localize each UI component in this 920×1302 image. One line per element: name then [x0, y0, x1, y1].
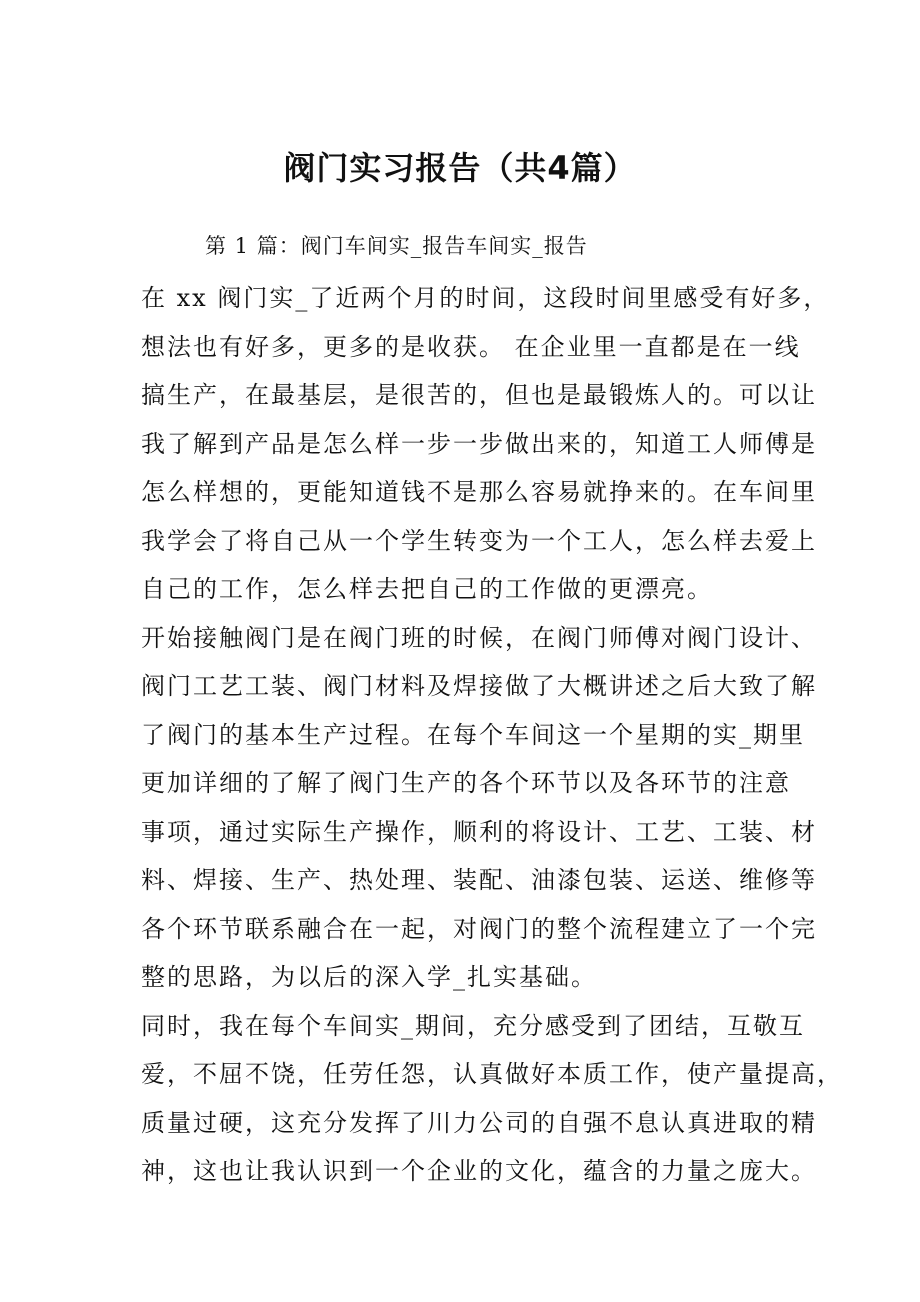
body-line: 质量过硬，这充分发挥了川力公司的自强不息认真进取的精	[141, 1108, 817, 1137]
document-body	[141, 274, 843, 1196]
body-line: 更加详细的了解了阀门生产的各个环节以及各环节的注意	[141, 769, 791, 797]
body-line: 自己的工作，怎么样去把自己的工作做的更漂亮。	[141, 575, 713, 603]
body-line: 料、焊接、生产、热处理、装配、油漆包装、运送、维修等	[141, 866, 817, 894]
body-line: 各个环节联系融合在一起，对阀门的整个流程建立了一个完	[141, 914, 817, 943]
body-line: 爱，不屈不饶，任劳任怨，认真做好本质工作，使产量提高，	[141, 1060, 843, 1088]
document-title: 阀门实习报告（共4篇）	[283, 149, 637, 187]
body-line: 神，这也让我认识到一个企业的文化，蕴含的力量之庞大。	[141, 1157, 817, 1185]
body-line: 同时，我在每个车间实_期间，充分感受到了团结，互敬互	[141, 1011, 805, 1040]
body-line: 开始接触阀门是在阀门班的时候，在阀门师傅对阀门设计、	[141, 623, 817, 652]
body-line: 搞生产，在最基层，是很苦的，但也是最锻炼人的。可以让	[141, 381, 817, 409]
body-line: 整的思路，为以后的深入学_扎实基础。	[141, 963, 597, 991]
body-line: 我了解到产品是怎么样一步一步做出来的，知道工人师傅是	[141, 429, 817, 458]
body-line: 阀门工艺工装、阀门材料及焊接做了大概讲述之后大致了解	[141, 672, 817, 700]
body-line: 事项，通过实际生产操作，顺利的将设计、工艺、工装、材	[141, 817, 817, 846]
document-subtitle: 第 1 篇：阀门车间实_报告车间实_报告	[205, 234, 588, 258]
body-line: 怎么样想的，更能知道钱不是那么容易就挣来的。在车间里	[141, 478, 817, 506]
body-line: 想法也有好多，更多的是收获。 在企业里一直都是在一线	[141, 332, 801, 361]
body-line: 了阀门的基本生产过程。在每个车间这一个星期的实_期里	[141, 720, 805, 749]
body-line: 我学会了将自己从一个学生转变为一个工人，怎么样去爱上	[141, 526, 817, 555]
body-line: 在 xx 阀门实_了近两个月的时间，这段时间里感受有好多，	[141, 284, 830, 312]
